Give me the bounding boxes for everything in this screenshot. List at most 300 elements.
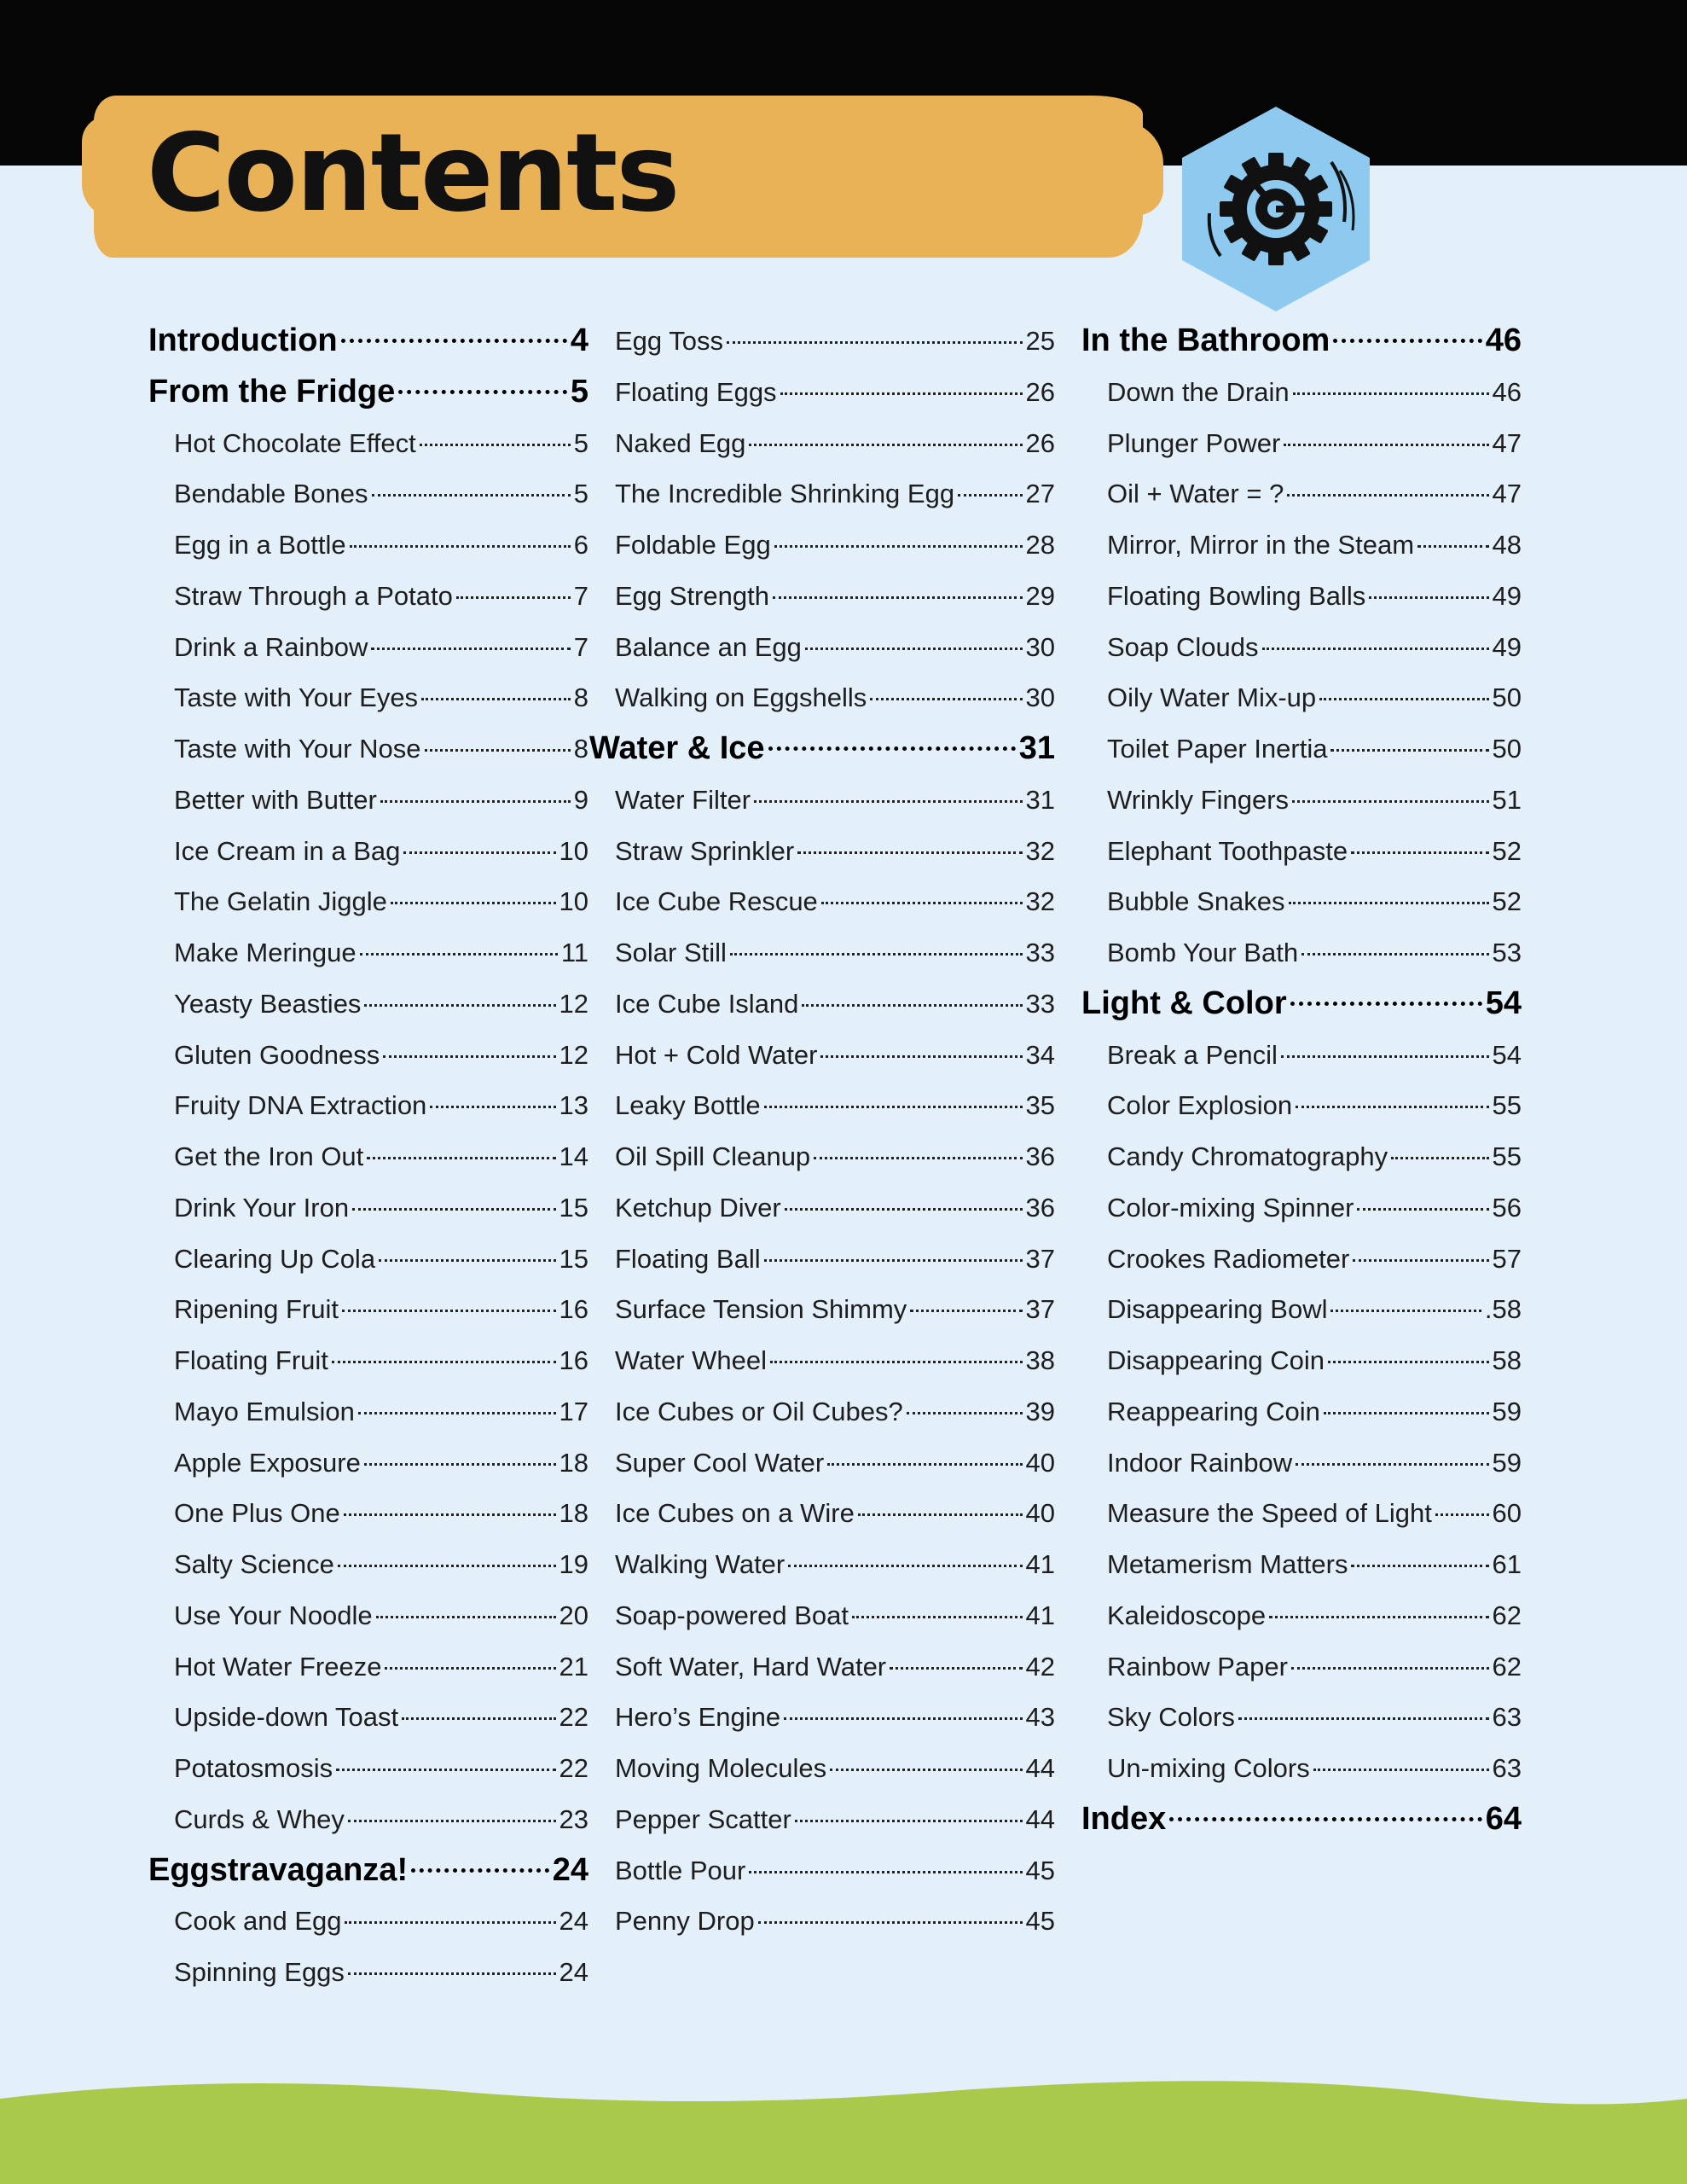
toc-entry[interactable] [615, 826, 1055, 877]
toc-entry[interactable] [615, 1080, 1055, 1131]
contents-column-3 [1081, 316, 1522, 1998]
toc-page-number: 26 [1025, 427, 1055, 458]
toc-label: Mirror, Mirror in the Steam [1107, 530, 1415, 560]
toc-label: Penny Drop [615, 1906, 755, 1937]
dot-leader [1369, 596, 1488, 599]
dot-leader [907, 1412, 1023, 1414]
toc-section[interactable] [589, 723, 1055, 775]
toc-label: Yeasty Beasties [174, 988, 362, 1019]
toc-page-number: 12 [559, 1039, 588, 1070]
toc-label: Sky Colors [1107, 1702, 1235, 1733]
toc-page-number: 43 [1025, 1702, 1055, 1733]
toc-label: Mayo Emulsion [174, 1396, 355, 1426]
dot-leader [1330, 749, 1488, 752]
toc-label: Apple Exposure [174, 1447, 361, 1478]
toc-label: Drink Your Iron [174, 1192, 350, 1223]
toc-page-number: 25 [1025, 326, 1055, 356]
toc-label: The Gelatin Jiggle [174, 886, 387, 917]
dot-leader [360, 953, 558, 956]
toc-entry[interactable] [615, 1131, 1055, 1182]
dot-leader [1293, 392, 1489, 395]
toc-page-number: 18 [559, 1447, 588, 1478]
toc-page-number: 11 [560, 938, 588, 967]
toc-label: Hot + Cold Water [615, 1039, 818, 1070]
toc-label: Walking Water [615, 1549, 786, 1579]
toc-entry[interactable] [1081, 876, 1522, 927]
dot-leader [1169, 1817, 1481, 1821]
toc-label: Index [1081, 1800, 1167, 1837]
toc-label: Use Your Noodle [174, 1600, 373, 1630]
toc-entry[interactable] [148, 672, 588, 723]
toc-entry[interactable] [148, 520, 588, 571]
toc-entry[interactable] [615, 468, 1055, 520]
toc-entry[interactable] [1081, 571, 1522, 622]
toc-entry[interactable] [1081, 1743, 1522, 1794]
dot-leader [852, 1616, 1022, 1618]
toc-page-number: 17 [559, 1396, 588, 1426]
toc-entry[interactable] [615, 520, 1055, 571]
toc-page-number: 60 [1492, 1498, 1522, 1529]
toc-entry[interactable] [148, 622, 588, 673]
contents-columns [148, 316, 1522, 1998]
toc-entry[interactable] [1081, 927, 1522, 979]
toc-page-number: 56 [1492, 1192, 1522, 1223]
toc-entry[interactable] [615, 1438, 1055, 1489]
toc-page-number: 45 [1025, 1906, 1055, 1937]
toc-page-number: 27 [1025, 479, 1055, 509]
toc-page-number: 9 [573, 784, 588, 815]
toc-label: Metamerism Matters [1107, 1549, 1348, 1579]
toc-page-number: 26 [1025, 376, 1055, 407]
toc-label: Introduction [148, 322, 338, 358]
dot-leader [348, 1972, 556, 1975]
toc-page-number: 41 [1025, 1600, 1055, 1630]
toc-entry[interactable] [1081, 418, 1522, 469]
toc-page-number: 48 [1492, 530, 1522, 560]
toc-label: Floating Eggs [615, 376, 777, 407]
toc-label: From the Fridge [148, 373, 396, 410]
toc-label: Salty Science [174, 1549, 334, 1579]
toc-page-number: 24 [559, 1957, 588, 1987]
dot-leader [1328, 1361, 1488, 1363]
toc-label: Un-mixing Colors [1107, 1753, 1310, 1783]
toc-section[interactable] [1081, 979, 1522, 1030]
toc-label: Ketchup Diver [615, 1192, 781, 1223]
toc-page-number: 24 [559, 1906, 588, 1937]
dot-leader [383, 1055, 555, 1058]
dot-leader [814, 1157, 1022, 1159]
toc-label: Measure the Speed of Light [1107, 1498, 1432, 1529]
toc-label: Straw Sprinkler [615, 835, 795, 866]
toc-label: Egg in a Bottle [174, 530, 346, 560]
toc-label: The Incredible Shrinking Egg [615, 479, 955, 509]
toc-entry[interactable] [1081, 775, 1522, 826]
toc-label: Better with Butter [174, 784, 377, 815]
toc-section[interactable] [1081, 1794, 1522, 1845]
toc-entry[interactable] [1081, 672, 1522, 723]
dot-leader [364, 1463, 556, 1466]
toc-label: Kaleidoscope [1107, 1600, 1267, 1630]
toc-label: Soft Water, Hard Water [615, 1651, 887, 1682]
toc-page-number: 20 [559, 1600, 588, 1630]
toc-entry[interactable] [148, 1794, 588, 1845]
toc-page-number: 18 [559, 1498, 588, 1529]
dot-leader [780, 392, 1023, 395]
dot-leader [1391, 1157, 1488, 1159]
toc-label: Candy Chromatography [1107, 1141, 1388, 1171]
toc-page-number: 57 [1492, 1243, 1522, 1274]
dot-leader [336, 1769, 555, 1771]
dot-leader [430, 1106, 555, 1108]
toc-entry[interactable] [1081, 1641, 1522, 1693]
toc-section[interactable] [148, 1845, 588, 1896]
toc-label: One Plus One [174, 1498, 340, 1529]
dot-leader [1333, 339, 1481, 343]
toc-label: Hero’s Engine [615, 1702, 781, 1733]
dot-leader [770, 1361, 1023, 1363]
toc-entry[interactable] [615, 672, 1055, 723]
toc-label: Bomb Your Bath [1107, 938, 1299, 967]
toc-label: Potatosmosis [174, 1753, 333, 1783]
toc-entry[interactable] [148, 1386, 588, 1438]
toc-entry[interactable] [615, 876, 1055, 927]
toc-page-number: 24 [552, 1851, 588, 1888]
toc-label: Taste with Your Nose [174, 734, 421, 764]
toc-page-number: 12 [559, 988, 588, 1019]
toc-entry[interactable] [1081, 1030, 1522, 1081]
toc-label: Straw Through a Potato [174, 580, 453, 611]
toc-entry[interactable] [148, 775, 588, 826]
toc-entry[interactable] [148, 1488, 588, 1539]
toc-page-number: 16 [559, 1345, 588, 1375]
toc-page-number: 47 [1492, 427, 1522, 458]
dot-leader [754, 800, 1022, 803]
dot-leader [821, 902, 1023, 904]
toc-label: Ripening Fruit [174, 1294, 339, 1325]
toc-entry[interactable] [1081, 520, 1522, 571]
toc-entry[interactable] [148, 1539, 588, 1590]
toc-label: Ice Cube Island [615, 988, 799, 1019]
toc-entry[interactable] [1081, 1539, 1522, 1590]
toc-page-number: 22 [559, 1702, 588, 1733]
toc-entry[interactable] [1081, 1284, 1522, 1335]
toc-entry[interactable] [1081, 622, 1522, 673]
dot-leader [802, 1004, 1022, 1007]
toc-entry[interactable] [615, 1030, 1055, 1081]
toc-entry[interactable] [615, 1234, 1055, 1285]
dot-leader [797, 851, 1022, 854]
dot-leader [342, 1310, 556, 1312]
toc-entry[interactable] [148, 1590, 588, 1641]
toc-entry[interactable] [615, 316, 1055, 367]
toc-page-number: 40 [1025, 1498, 1055, 1529]
toc-entry[interactable] [615, 1692, 1055, 1743]
toc-label: Soap Clouds [1107, 631, 1259, 662]
toc-label: Cook and Egg [174, 1906, 342, 1937]
toc-page-number: 63 [1492, 1702, 1522, 1733]
toc-entry[interactable] [148, 1692, 588, 1743]
toc-entry[interactable] [148, 571, 588, 622]
toc-entry[interactable] [1081, 1692, 1522, 1743]
toc-label: Leaky Bottle [615, 1090, 761, 1121]
toc-page-number: 36 [1025, 1141, 1055, 1171]
toc-page-number: 42 [1025, 1651, 1055, 1682]
toc-section[interactable] [148, 367, 588, 418]
toc-entry[interactable] [148, 1030, 588, 1081]
toc-entry[interactable] [1081, 723, 1522, 775]
grass-strip [0, 2073, 1687, 2184]
toc-page-number: 49 [1492, 580, 1522, 611]
toc-entry[interactable] [1081, 1590, 1522, 1641]
toc-entry[interactable] [615, 1794, 1055, 1845]
toc-entry[interactable] [1081, 1182, 1522, 1234]
toc-entry[interactable] [148, 1080, 588, 1131]
dot-leader [788, 1565, 1022, 1567]
toc-label: Solar Still [615, 938, 727, 967]
toc-page-number: 4 [570, 322, 588, 358]
dot-leader [371, 648, 570, 650]
toc-page-number: 59 [1492, 1447, 1522, 1478]
toc-label: Oil Spill Cleanup [615, 1141, 811, 1171]
title-banner [94, 96, 1143, 258]
toc-page-number: 29 [1025, 580, 1055, 611]
toc-entry[interactable] [1081, 826, 1522, 877]
toc-label: Foldable Egg [615, 530, 771, 560]
toc-label: Indoor Rainbow [1107, 1447, 1293, 1478]
dot-leader [402, 1717, 555, 1720]
toc-page-number: 30 [1025, 631, 1055, 662]
toc-page-number: 36 [1025, 1192, 1055, 1223]
toc-label: Super Cool Water [615, 1447, 825, 1478]
toc-entry[interactable] [148, 1182, 588, 1234]
toc-page-number: 7 [573, 631, 588, 662]
dot-leader [1319, 698, 1488, 700]
dot-leader [795, 1820, 1023, 1822]
toc-page-number: 21 [559, 1651, 588, 1682]
toc-label: Egg Strength [615, 580, 769, 611]
dot-leader [1269, 1616, 1488, 1618]
dot-leader [420, 444, 571, 446]
toc-label: Drink a Rainbow [174, 631, 368, 662]
toc-entry[interactable] [615, 1335, 1055, 1386]
toc-entry[interactable] [148, 1947, 588, 1998]
toc-entry[interactable] [148, 1234, 588, 1285]
toc-page-number: 5 [573, 479, 588, 509]
dot-leader [1313, 1769, 1489, 1771]
toc-entry[interactable] [615, 367, 1055, 418]
toc-page-number: 52 [1492, 886, 1522, 917]
toc-label: Rainbow Paper [1107, 1651, 1288, 1682]
toc-page-number: 45 [1025, 1855, 1055, 1885]
toc-page-number: 63 [1492, 1753, 1522, 1783]
toc-entry[interactable] [615, 622, 1055, 673]
toc-label: Fruity DNA Extraction [174, 1090, 427, 1121]
toc-page-number: 55 [1492, 1141, 1522, 1171]
toc-page-number: 64 [1485, 1800, 1522, 1837]
toc-entry[interactable] [148, 1284, 588, 1335]
toc-label: Down the Drain [1107, 376, 1290, 407]
dot-leader [1296, 1106, 1488, 1108]
toc-page-number: 59 [1492, 1396, 1522, 1426]
dot-leader [411, 1868, 549, 1873]
dot-leader [358, 1412, 556, 1414]
toc-label: Bendable Bones [174, 479, 368, 509]
dot-leader [1417, 545, 1489, 548]
toc-label: Soap-powered Boat [615, 1600, 849, 1630]
toc-label: Hot Chocolate Effect [174, 427, 416, 458]
toc-entry[interactable] [148, 1641, 588, 1693]
dot-leader [1351, 851, 1488, 854]
dot-leader [398, 390, 567, 394]
toc-label: Moving Molecules [615, 1753, 827, 1783]
toc-page-number: 5 [570, 373, 588, 410]
toc-page-number: 53 [1492, 938, 1522, 967]
toc-page-number: 58 [1492, 1345, 1522, 1375]
toc-label: Bottle Pour [615, 1855, 746, 1885]
toc-label: Ice Cubes or Oil Cubes? [615, 1396, 903, 1426]
toc-entry[interactable] [1081, 1438, 1522, 1489]
toc-entry[interactable] [1081, 1488, 1522, 1539]
toc-page-number: 15 [559, 1192, 588, 1223]
toc-label: Ice Cube Rescue [615, 886, 818, 917]
toc-page-number: 19 [559, 1549, 588, 1579]
toc-label: Walking on Eggshells [615, 682, 867, 713]
toc-section[interactable] [1081, 316, 1522, 367]
toc-entry[interactable] [148, 1335, 588, 1386]
toc-page-number: 32 [1025, 886, 1055, 917]
toc-entry[interactable] [615, 1590, 1055, 1641]
dot-leader [1301, 953, 1488, 956]
toc-entry[interactable] [1081, 1080, 1522, 1131]
toc-page-number: 46 [1485, 322, 1522, 358]
toc-entry[interactable] [1081, 1234, 1522, 1285]
dot-leader [421, 698, 571, 700]
toc-entry[interactable] [615, 1539, 1055, 1590]
toc-entry[interactable] [148, 723, 588, 775]
dot-leader [749, 1871, 1022, 1873]
toc-label: Crookes Radiometer [1107, 1243, 1350, 1274]
toc-entry[interactable] [148, 468, 588, 520]
toc-entry[interactable] [615, 1182, 1055, 1234]
toc-label: Floating Fruit [174, 1345, 328, 1375]
toc-entry[interactable] [148, 418, 588, 469]
toc-page-number: 23 [559, 1804, 588, 1834]
dot-leader [730, 953, 1023, 956]
toc-entry[interactable] [148, 1743, 588, 1794]
toc-entry[interactable] [148, 826, 588, 877]
toc-entry[interactable] [615, 1743, 1055, 1794]
toc-label: Hot Water Freeze [174, 1651, 382, 1682]
dot-leader [380, 800, 571, 803]
toc-entry[interactable] [1081, 367, 1522, 418]
toc-page-number: 22 [559, 1753, 588, 1783]
toc-entry[interactable] [615, 418, 1055, 469]
dot-leader [425, 749, 571, 752]
toc-label: Ice Cubes on a Wire [615, 1498, 855, 1529]
toc-label: Floating Bowling Balls [1107, 580, 1366, 611]
toc-page-number: 6 [573, 530, 588, 560]
dot-leader [890, 1667, 1022, 1670]
dot-leader [345, 1921, 555, 1924]
toc-entry[interactable] [615, 927, 1055, 979]
toc-entry[interactable] [615, 1845, 1055, 1896]
toc-page-number: 37 [1025, 1243, 1055, 1274]
dot-leader [344, 1513, 556, 1516]
toc-entry[interactable] [615, 1284, 1055, 1335]
toc-entry[interactable] [615, 1641, 1055, 1693]
toc-label: Egg Toss [615, 326, 723, 356]
toc-page-number: .58 [1484, 1294, 1522, 1325]
toc-label: Taste with Your Eyes [174, 682, 419, 713]
toc-section[interactable] [148, 316, 588, 367]
dot-leader [830, 1769, 1022, 1771]
dot-leader [749, 444, 1022, 446]
toc-page-number: 61 [1492, 1549, 1522, 1579]
toc-entry[interactable] [1081, 1131, 1522, 1182]
toc-entry[interactable] [615, 571, 1055, 622]
dot-leader [827, 1463, 1022, 1466]
dot-leader [341, 339, 567, 343]
dot-leader [1357, 1208, 1488, 1211]
dot-leader [768, 746, 1016, 751]
dot-leader [1284, 444, 1488, 446]
toc-page-number: 34 [1025, 1039, 1055, 1070]
dot-leader [1281, 1055, 1489, 1058]
toc-entry[interactable] [615, 1386, 1055, 1438]
toc-label: In the Bathroom [1081, 322, 1330, 358]
dot-leader [352, 1208, 555, 1211]
toc-label: Surface Tension Shimmy [615, 1294, 907, 1325]
toc-page-number: 30 [1025, 682, 1055, 713]
toc-page-number: 8 [573, 682, 588, 713]
toc-entry[interactable] [148, 927, 588, 979]
toc-entry[interactable] [615, 1896, 1055, 1947]
toc-page-number: 33 [1025, 988, 1055, 1019]
toc-page-number: 50 [1492, 734, 1522, 764]
toc-entry[interactable] [148, 1438, 588, 1489]
dot-leader [1291, 1667, 1489, 1670]
dot-leader [376, 1616, 556, 1618]
toc-label: Water & Ice [589, 730, 765, 766]
toc-label: Color Explosion [1107, 1090, 1293, 1121]
dot-leader [372, 494, 571, 497]
dot-leader [1287, 494, 1488, 497]
toc-entry[interactable] [148, 1131, 588, 1182]
toc-entry[interactable] [148, 1896, 588, 1947]
dot-leader [784, 1717, 1022, 1720]
toc-entry[interactable] [148, 876, 588, 927]
toc-label: Ice Cream in a Bag [174, 835, 401, 866]
toc-entry[interactable] [148, 979, 588, 1030]
toc-label: Bubble Snakes [1107, 886, 1285, 917]
toc-entry[interactable] [1081, 1386, 1522, 1438]
dot-leader [1289, 902, 1489, 904]
toc-label: Balance an Egg [615, 631, 802, 662]
toc-page-number: 47 [1492, 479, 1522, 509]
toc-label: Floating Ball [615, 1243, 761, 1274]
toc-label: Water Wheel [615, 1345, 768, 1375]
toc-label: Oil + Water = ? [1107, 479, 1284, 509]
toc-label: Toilet Paper Inertia [1107, 734, 1328, 764]
toc-page-number: 14 [559, 1141, 588, 1171]
toc-label: Gluten Goodness [174, 1039, 380, 1070]
toc-entry[interactable] [1081, 468, 1522, 520]
toc-entry[interactable] [615, 979, 1055, 1030]
toc-entry[interactable] [615, 775, 1055, 826]
toc-entry[interactable] [1081, 1335, 1522, 1386]
dot-leader [785, 1208, 1023, 1211]
toc-entry[interactable] [615, 1488, 1055, 1539]
